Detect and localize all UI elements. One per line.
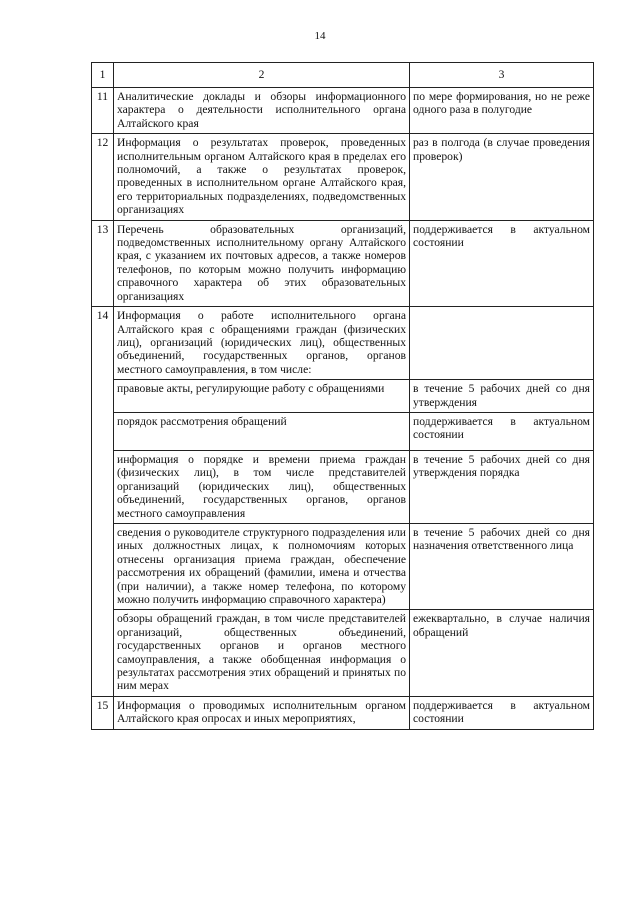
row-info: Информация о результатах проверок, проведенных исполнительным органом Алтайского края в пределах его полномочий, а также о результатах проверок, проведенных в исполнительном органе Алтайского края, его территориальных подразделениях, подведомственных организациях <box>114 134 410 220</box>
table-subrow <box>92 450 594 523</box>
subrow-term: поддерживается в актуальном состоянии <box>410 412 594 450</box>
table-row <box>92 88 594 134</box>
subrow-term: ежеквартально, в случае наличия обращений <box>410 610 594 696</box>
table-row <box>92 134 594 220</box>
table-subrow <box>92 610 594 696</box>
subrow-info: правовые акты, регулирующие работу с обращениями <box>114 380 410 413</box>
table-subrow <box>92 523 594 609</box>
row-info: Аналитические доклады и обзоры информационного характера о деятельности исполнительного органа Алтайского края <box>114 88 410 134</box>
table-row <box>92 307 594 380</box>
row-number: 15 <box>92 696 114 729</box>
table-row <box>92 696 594 729</box>
information-table <box>91 62 594 730</box>
row-info: Перечень образовательных организаций, подведомственных исполнительному органу Алтайского края, с указанием их почтовых адресов, а также номеров телефонов, по которым можно получить информацию справочного характера об этих образовательных организациях <box>114 220 410 306</box>
row-term: раз в полгода (в случае проведения проверок) <box>410 134 594 220</box>
row-term-empty <box>410 307 594 380</box>
header-col-1: 1 <box>92 63 114 88</box>
header-col-2: 2 <box>114 63 410 88</box>
subrow-info: обзоры обращений граждан, в том числе представителей организаций, общественных объединений, государственных органов и органов местного самоуправления, а также обобщенная информация о результатах рассмотрения этих обращений и принятых по ним мерах <box>114 610 410 696</box>
subrow-term: в течение 5 рабочих дней со дня утверждения <box>410 380 594 413</box>
table-header-row <box>92 63 594 88</box>
page-number: 14 <box>314 30 326 42</box>
row-number: 12 <box>92 134 114 220</box>
subrow-info: информация о порядке и времени приема граждан (физических лиц), в том числе представителей организаций (юридических лиц), общественных объединений, государственных органов, органов местного самоуправления <box>114 450 410 523</box>
subrow-term: в течение 5 рабочих дней со дня назначения ответственного лица <box>410 523 594 609</box>
row-term: по мере формирования, но не реже одного раза в полугодие <box>410 88 594 134</box>
row-term: поддерживается в актуальном состоянии <box>410 696 594 729</box>
row-info: Информация о проводимых исполнительным органом Алтайского края опросах и иных мероприятиях, <box>114 696 410 729</box>
table-row <box>92 220 594 306</box>
row-term: поддерживается в актуальном состоянии <box>410 220 594 306</box>
table-subrow <box>92 380 594 413</box>
subrow-info: сведения о руководителе структурного подразделения или иных должностных лицах, к полномочиям которых отнесены организация приема граждан, обеспечение рассмотрения их обращений (фамилии, имена и отчества (при наличии), а также номер телефона, по которому можно получить информацию справочного характера) <box>114 523 410 609</box>
row-number: 11 <box>92 88 114 134</box>
row-info: Информация о работе исполнительного органа Алтайского края с обращениями граждан (физических лиц), организаций (юридических лиц), общественных объединений, государственных органов, органов местного самоуправления, в том числе: <box>114 307 410 380</box>
header-col-3: 3 <box>410 63 594 88</box>
row-number: 13 <box>92 220 114 306</box>
row-number: 14 <box>92 307 114 697</box>
subrow-term: в течение 5 рабочих дней со дня утверждения порядка <box>410 450 594 523</box>
table-subrow <box>92 412 594 450</box>
subrow-info: порядок рассмотрения обращений <box>114 412 410 450</box>
